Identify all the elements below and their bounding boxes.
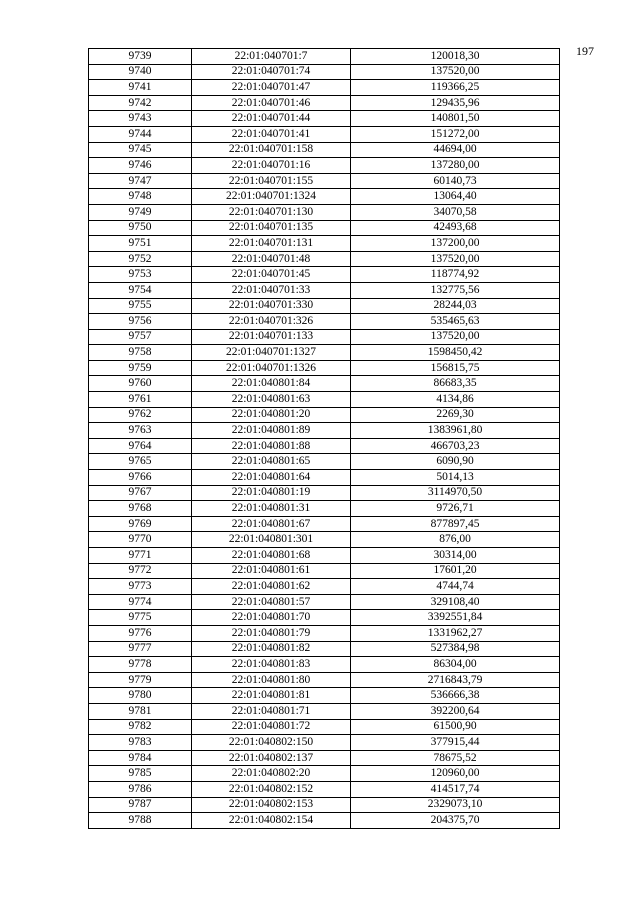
cadastral-number-cell: 22:01:040801:89 — [192, 423, 351, 439]
value-cell: 527384,98 — [351, 641, 560, 657]
registry-table — [88, 48, 560, 829]
value-cell: 28244,03 — [351, 298, 560, 314]
value-cell: 3114970,50 — [351, 485, 560, 501]
table-row — [89, 516, 560, 532]
cadastral-number-cell: 22:01:040801:84 — [192, 376, 351, 392]
table-row — [89, 579, 560, 595]
value-cell: 9726,71 — [351, 501, 560, 517]
row-number-cell: 9755 — [89, 298, 192, 314]
value-cell: 30314,00 — [351, 548, 560, 564]
value-cell: 120018,30 — [351, 49, 560, 65]
value-cell: 60140,73 — [351, 173, 560, 189]
table-row — [89, 610, 560, 626]
value-cell: 140801,50 — [351, 111, 560, 127]
row-number-cell: 9762 — [89, 407, 192, 423]
table-row — [89, 423, 560, 439]
cadastral-number-cell: 22:01:040801:81 — [192, 688, 351, 704]
row-number-cell: 9778 — [89, 657, 192, 673]
row-number-cell: 9776 — [89, 625, 192, 641]
value-cell: 5014,13 — [351, 470, 560, 486]
cadastral-number-cell: 22:01:040801:70 — [192, 610, 351, 626]
row-number-cell: 9766 — [89, 470, 192, 486]
row-number-cell: 9742 — [89, 95, 192, 111]
row-number-cell: 9779 — [89, 672, 192, 688]
value-cell: 137520,00 — [351, 251, 560, 267]
cadastral-number-cell: 22:01:040701:1324 — [192, 189, 351, 205]
cadastral-number-cell: 22:01:040701:133 — [192, 329, 351, 345]
row-number-cell: 9746 — [89, 158, 192, 174]
row-number-cell: 9758 — [89, 345, 192, 361]
value-cell: 536666,38 — [351, 688, 560, 704]
row-number-cell: 9751 — [89, 236, 192, 252]
cadastral-number-cell: 22:01:040801:20 — [192, 407, 351, 423]
table-row — [89, 298, 560, 314]
table-row — [89, 360, 560, 376]
value-cell: 877897,45 — [351, 516, 560, 532]
cadastral-number-cell: 22:01:040801:71 — [192, 703, 351, 719]
cadastral-number-cell: 22:01:040701:330 — [192, 298, 351, 314]
table-row — [89, 251, 560, 267]
row-number-cell: 9780 — [89, 688, 192, 704]
cadastral-number-cell: 22:01:040801:88 — [192, 438, 351, 454]
value-cell: 2269,30 — [351, 407, 560, 423]
cadastral-number-cell: 22:01:040801:82 — [192, 641, 351, 657]
table-row — [89, 376, 560, 392]
row-number-cell: 9749 — [89, 204, 192, 220]
row-number-cell: 9760 — [89, 376, 192, 392]
table-row — [89, 204, 560, 220]
value-cell: 2329073,10 — [351, 797, 560, 813]
cadastral-number-cell: 22:01:040801:301 — [192, 532, 351, 548]
value-cell: 61500,90 — [351, 719, 560, 735]
value-cell: 118774,92 — [351, 267, 560, 283]
table-row — [89, 813, 560, 829]
value-cell: 137280,00 — [351, 158, 560, 174]
table-row — [89, 282, 560, 298]
table-row — [89, 345, 560, 361]
row-number-cell: 9775 — [89, 610, 192, 626]
cadastral-number-cell: 22:01:040801:62 — [192, 579, 351, 595]
row-number-cell: 9763 — [89, 423, 192, 439]
value-cell: 3392551,84 — [351, 610, 560, 626]
row-number-cell: 9748 — [89, 189, 192, 205]
table-row — [89, 657, 560, 673]
row-number-cell: 9757 — [89, 329, 192, 345]
cadastral-number-cell: 22:01:040801:72 — [192, 719, 351, 735]
value-cell: 876,00 — [351, 532, 560, 548]
row-number-cell: 9785 — [89, 766, 192, 782]
table-row — [89, 438, 560, 454]
cadastral-number-cell: 22:01:040701:7 — [192, 49, 351, 65]
value-cell: 86304,00 — [351, 657, 560, 673]
table-row — [89, 64, 560, 80]
row-number-cell: 9761 — [89, 392, 192, 408]
cadastral-number-cell: 22:01:040801:68 — [192, 548, 351, 564]
row-number-cell: 9759 — [89, 360, 192, 376]
value-cell: 137200,00 — [351, 236, 560, 252]
row-number-cell: 9773 — [89, 579, 192, 595]
value-cell: 137520,00 — [351, 329, 560, 345]
table-row — [89, 314, 560, 330]
cadastral-number-cell: 22:01:040701:155 — [192, 173, 351, 189]
row-number-cell: 9745 — [89, 142, 192, 158]
row-number-cell: 9782 — [89, 719, 192, 735]
cadastral-number-cell: 22:01:040701:1326 — [192, 360, 351, 376]
value-cell: 17601,20 — [351, 563, 560, 579]
value-cell: 13064,40 — [351, 189, 560, 205]
row-number-cell: 9756 — [89, 314, 192, 330]
cadastral-number-cell: 22:01:040701:16 — [192, 158, 351, 174]
cadastral-number-cell: 22:01:040801:57 — [192, 594, 351, 610]
table-row — [89, 548, 560, 564]
table-row — [89, 672, 560, 688]
table-row — [89, 594, 560, 610]
cadastral-number-cell: 22:01:040802:137 — [192, 750, 351, 766]
table-row — [89, 173, 560, 189]
value-cell: 119366,25 — [351, 80, 560, 96]
cadastral-number-cell: 22:01:040701:326 — [192, 314, 351, 330]
table-row — [89, 158, 560, 174]
value-cell: 156815,75 — [351, 360, 560, 376]
value-cell: 466703,23 — [351, 438, 560, 454]
cadastral-number-cell: 22:01:040701:130 — [192, 204, 351, 220]
table-row — [89, 49, 560, 65]
row-number-cell: 9764 — [89, 438, 192, 454]
cadastral-number-cell: 22:01:040701:74 — [192, 64, 351, 80]
value-cell: 535465,63 — [351, 314, 560, 330]
table-row — [89, 454, 560, 470]
value-cell: 132775,56 — [351, 282, 560, 298]
row-number-cell: 9752 — [89, 251, 192, 267]
table-row — [89, 766, 560, 782]
row-number-cell: 9744 — [89, 126, 192, 142]
value-cell: 1598450,42 — [351, 345, 560, 361]
cadastral-number-cell: 22:01:040801:61 — [192, 563, 351, 579]
row-number-cell: 9771 — [89, 548, 192, 564]
page-number: 197 — [576, 44, 594, 58]
row-number-cell: 9770 — [89, 532, 192, 548]
cadastral-number-cell: 22:01:040801:63 — [192, 392, 351, 408]
table-row — [89, 797, 560, 813]
value-cell: 329108,40 — [351, 594, 560, 610]
value-cell: 2716843,79 — [351, 672, 560, 688]
cadastral-number-cell: 22:01:040802:153 — [192, 797, 351, 813]
value-cell: 120960,00 — [351, 766, 560, 782]
cadastral-number-cell: 22:01:040801:83 — [192, 657, 351, 673]
cadastral-number-cell: 22:01:040801:19 — [192, 485, 351, 501]
table-row — [89, 470, 560, 486]
table-row — [89, 220, 560, 236]
row-number-cell: 9784 — [89, 750, 192, 766]
table-row — [89, 532, 560, 548]
row-number-cell: 9768 — [89, 501, 192, 517]
table-row — [89, 563, 560, 579]
table-row — [89, 750, 560, 766]
table-row — [89, 111, 560, 127]
cadastral-number-cell: 22:01:040801:31 — [192, 501, 351, 517]
cadastral-number-cell: 22:01:040802:154 — [192, 813, 351, 829]
cadastral-number-cell: 22:01:040701:131 — [192, 236, 351, 252]
row-number-cell: 9743 — [89, 111, 192, 127]
cadastral-number-cell: 22:01:040701:48 — [192, 251, 351, 267]
value-cell: 392200,64 — [351, 703, 560, 719]
cadastral-number-cell: 22:01:040801:65 — [192, 454, 351, 470]
value-cell: 129435,96 — [351, 95, 560, 111]
table-row — [89, 688, 560, 704]
cadastral-number-cell: 22:01:040802:152 — [192, 781, 351, 797]
row-number-cell: 9753 — [89, 267, 192, 283]
cadastral-number-cell: 22:01:040701:47 — [192, 80, 351, 96]
table-row — [89, 781, 560, 797]
table-row — [89, 126, 560, 142]
row-number-cell: 9740 — [89, 64, 192, 80]
table-row — [89, 267, 560, 283]
value-cell: 204375,70 — [351, 813, 560, 829]
registry-table-body — [89, 49, 560, 829]
value-cell: 86683,35 — [351, 376, 560, 392]
table-row — [89, 719, 560, 735]
cadastral-number-cell: 22:01:040701:135 — [192, 220, 351, 236]
table-row — [89, 142, 560, 158]
table-row — [89, 392, 560, 408]
row-number-cell: 9741 — [89, 80, 192, 96]
table-row — [89, 735, 560, 751]
row-number-cell: 9774 — [89, 594, 192, 610]
table-row — [89, 485, 560, 501]
value-cell: 4134,86 — [351, 392, 560, 408]
table-row — [89, 641, 560, 657]
row-number-cell: 9788 — [89, 813, 192, 829]
value-cell: 1331962,27 — [351, 625, 560, 641]
table-row — [89, 501, 560, 517]
table-row — [89, 625, 560, 641]
row-number-cell: 9772 — [89, 563, 192, 579]
value-cell: 6090,90 — [351, 454, 560, 470]
row-number-cell: 9786 — [89, 781, 192, 797]
cadastral-number-cell: 22:01:040801:67 — [192, 516, 351, 532]
table-row — [89, 95, 560, 111]
value-cell: 1383961,80 — [351, 423, 560, 439]
table-row — [89, 407, 560, 423]
value-cell: 4744,74 — [351, 579, 560, 595]
cadastral-number-cell: 22:01:040701:41 — [192, 126, 351, 142]
cadastral-number-cell: 22:01:040801:80 — [192, 672, 351, 688]
cadastral-number-cell: 22:01:040701:1327 — [192, 345, 351, 361]
value-cell: 414517,74 — [351, 781, 560, 797]
row-number-cell: 9767 — [89, 485, 192, 501]
value-cell: 151272,00 — [351, 126, 560, 142]
cadastral-number-cell: 22:01:040801:79 — [192, 625, 351, 641]
row-number-cell: 9765 — [89, 454, 192, 470]
value-cell: 44694,00 — [351, 142, 560, 158]
cadastral-number-cell: 22:01:040701:45 — [192, 267, 351, 283]
table-row — [89, 189, 560, 205]
value-cell: 42493,68 — [351, 220, 560, 236]
row-number-cell: 9739 — [89, 49, 192, 65]
cadastral-number-cell: 22:01:040701:33 — [192, 282, 351, 298]
row-number-cell: 9754 — [89, 282, 192, 298]
cadastral-number-cell: 22:01:040802:20 — [192, 766, 351, 782]
value-cell: 78675,52 — [351, 750, 560, 766]
row-number-cell: 9769 — [89, 516, 192, 532]
cadastral-number-cell: 22:01:040701:158 — [192, 142, 351, 158]
table-row — [89, 703, 560, 719]
cadastral-number-cell: 22:01:040701:46 — [192, 95, 351, 111]
value-cell: 137520,00 — [351, 64, 560, 80]
row-number-cell: 9750 — [89, 220, 192, 236]
table-row — [89, 329, 560, 345]
row-number-cell: 9747 — [89, 173, 192, 189]
row-number-cell: 9777 — [89, 641, 192, 657]
cadastral-number-cell: 22:01:040802:150 — [192, 735, 351, 751]
table-row — [89, 236, 560, 252]
row-number-cell: 9783 — [89, 735, 192, 751]
cadastral-number-cell: 22:01:040701:44 — [192, 111, 351, 127]
row-number-cell: 9787 — [89, 797, 192, 813]
cadastral-number-cell: 22:01:040801:64 — [192, 470, 351, 486]
row-number-cell: 9781 — [89, 703, 192, 719]
value-cell: 34070,58 — [351, 204, 560, 220]
table-row — [89, 80, 560, 96]
value-cell: 377915,44 — [351, 735, 560, 751]
